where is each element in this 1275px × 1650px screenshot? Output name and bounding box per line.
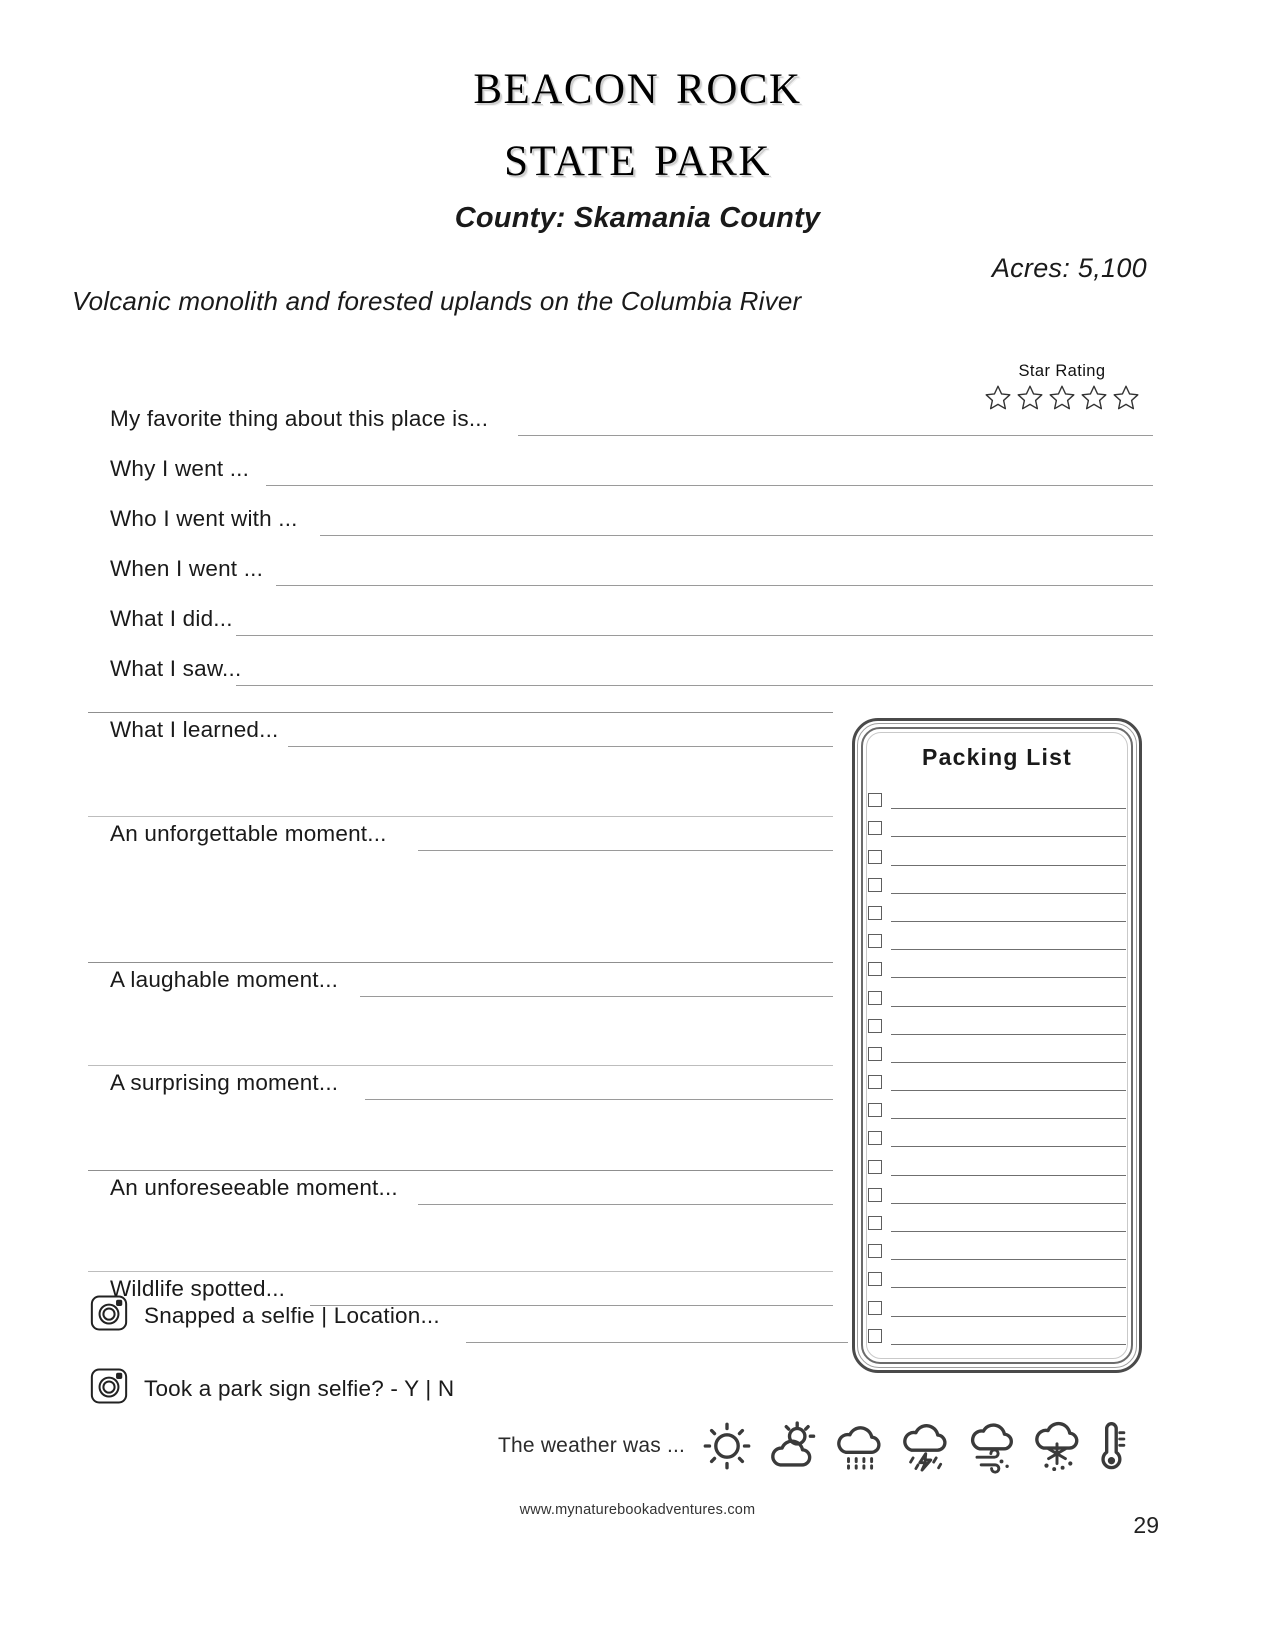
packing-write-line[interactable]	[891, 893, 1126, 894]
packing-checkbox[interactable]	[868, 906, 882, 920]
packing-checkbox[interactable]	[868, 1019, 882, 1033]
prompt-label: An unforeseeable moment...	[110, 1175, 398, 1200]
page-title	[0, 48, 1275, 192]
field-row[interactable]	[88, 542, 1153, 592]
packing-list-item[interactable]	[868, 1093, 1126, 1121]
packing-write-line[interactable]	[891, 977, 1126, 978]
packing-write-line[interactable]	[891, 1259, 1126, 1260]
packing-write-line[interactable]	[891, 836, 1126, 837]
park-tagline: Volcanic monolith and forested uplands on the Columbia River	[72, 285, 802, 316]
packing-checkbox[interactable]	[868, 1216, 882, 1230]
packing-checkbox[interactable]	[868, 1272, 882, 1286]
packing-checkbox[interactable]	[868, 934, 882, 948]
packing-write-line[interactable]	[891, 1118, 1126, 1119]
packing-list-item[interactable]	[868, 1149, 1126, 1177]
journal-fields	[88, 392, 1153, 692]
sun-icon[interactable]	[699, 1418, 755, 1474]
page-title-line-1: beacon rock	[473, 49, 802, 117]
acres-label: Acres: 5,100	[991, 252, 1147, 283]
packing-list-item[interactable]	[868, 1319, 1126, 1347]
packing-write-line[interactable]	[891, 1090, 1126, 1091]
selfie-write-line[interactable]	[466, 1342, 848, 1343]
packing-list-item[interactable]	[868, 868, 1126, 896]
selfie-section	[88, 1286, 848, 1412]
weather-options[interactable]	[699, 1418, 1129, 1474]
field-write-line[interactable]	[236, 635, 1153, 636]
packing-checkbox[interactable]	[868, 1244, 882, 1258]
prompt-block[interactable]	[88, 817, 833, 962]
packing-checkbox[interactable]	[868, 1160, 882, 1174]
selfie-row[interactable]	[88, 1365, 848, 1412]
star-rating-label: Star Rating	[1018, 362, 1106, 380]
prompt-label: An unforgettable moment...	[110, 821, 387, 846]
field-write-line[interactable]	[320, 535, 1153, 536]
packing-write-line[interactable]	[891, 1231, 1126, 1232]
packing-list-item[interactable]	[868, 1290, 1126, 1318]
packing-list-item[interactable]	[868, 1037, 1126, 1065]
field-write-line[interactable]	[236, 685, 1153, 686]
page-number: 29	[1133, 1512, 1159, 1538]
packing-write-line[interactable]	[891, 1034, 1126, 1035]
page-header	[0, 0, 1275, 235]
packing-write-line[interactable]	[891, 1203, 1126, 1204]
prompt-label: What I learned...	[110, 717, 279, 742]
packing-checkbox[interactable]	[868, 1047, 882, 1061]
packing-checkbox[interactable]	[868, 1131, 882, 1145]
weather-section	[498, 1418, 1129, 1474]
packing-write-line[interactable]	[891, 1175, 1126, 1176]
prompt-write-line[interactable]	[288, 746, 833, 747]
field-label: My favorite thing about this place is...	[110, 406, 489, 431]
prompt-label: A laughable moment...	[110, 967, 339, 992]
packing-checkbox[interactable]	[868, 1188, 882, 1202]
packing-checkbox[interactable]	[868, 793, 882, 807]
packing-write-line[interactable]	[891, 1316, 1126, 1317]
field-write-line[interactable]	[276, 585, 1153, 586]
prompt-write-line[interactable]	[418, 850, 833, 851]
field-label: What I did...	[110, 606, 233, 631]
field-row[interactable]	[88, 592, 1153, 642]
packing-list-panel	[852, 718, 1142, 1373]
field-write-line[interactable]	[266, 485, 1153, 486]
packing-checkbox[interactable]	[868, 1301, 882, 1315]
field-write-line[interactable]	[518, 435, 1153, 436]
packing-checkbox[interactable]	[868, 1103, 882, 1117]
weather-label: The weather was ...	[498, 1434, 686, 1457]
field-row[interactable]	[88, 492, 1153, 542]
packing-list-item[interactable]	[868, 896, 1126, 924]
packing-list-item[interactable]	[868, 839, 1126, 867]
packing-write-line[interactable]	[891, 865, 1126, 866]
prompt-write-line[interactable]	[360, 996, 833, 997]
wind-cloud-icon[interactable]	[963, 1418, 1019, 1474]
packing-list-item[interactable]	[868, 1121, 1126, 1149]
rain-cloud-icon[interactable]	[831, 1418, 887, 1474]
sun-cloud-icon[interactable]	[765, 1418, 821, 1474]
packing-checkbox[interactable]	[868, 1075, 882, 1089]
field-label: When I went ...	[110, 556, 264, 581]
thunderstorm-icon[interactable]	[897, 1418, 953, 1474]
selfie-row[interactable]	[88, 1292, 848, 1339]
camera-icon	[88, 1365, 130, 1412]
prompt-label: A surprising moment...	[110, 1070, 339, 1095]
packing-checkbox[interactable]	[868, 878, 882, 892]
packing-write-line[interactable]	[891, 808, 1126, 809]
packing-list-item[interactable]	[868, 1262, 1126, 1290]
camera-icon	[88, 1292, 130, 1339]
snow-cloud-icon[interactable]	[1029, 1418, 1085, 1474]
prompt-write-line[interactable]	[365, 1099, 833, 1100]
packing-checkbox[interactable]	[868, 850, 882, 864]
packing-checkbox[interactable]	[868, 962, 882, 976]
packing-list-item[interactable]	[868, 1065, 1126, 1093]
selfie-label: Took a park sign selfie? - Y | N	[144, 1375, 455, 1401]
field-label: Why I went ...	[110, 456, 250, 481]
field-label: What I saw...	[110, 656, 242, 681]
packing-list-item[interactable]	[868, 1178, 1126, 1206]
packing-write-line[interactable]	[891, 1287, 1126, 1288]
prompt-write-line[interactable]	[418, 1204, 833, 1205]
packing-write-line[interactable]	[891, 949, 1126, 950]
packing-list-item[interactable]	[868, 1009, 1126, 1037]
packing-checkbox[interactable]	[868, 821, 882, 835]
packing-checkbox[interactable]	[868, 991, 882, 1005]
packing-list-item[interactable]	[868, 1234, 1126, 1262]
packing-write-line[interactable]	[891, 1006, 1126, 1007]
packing-write-line[interactable]	[891, 921, 1126, 922]
field-label: Who I went with ...	[110, 506, 298, 531]
packing-list-title: Packing List	[922, 744, 1072, 770]
packing-checkbox[interactable]	[868, 1329, 882, 1343]
field-row[interactable]	[88, 642, 1153, 692]
county-subtitle: County: Skamania County	[454, 201, 821, 234]
prompt-block[interactable]	[88, 1066, 833, 1170]
thermometer-icon[interactable]	[1095, 1418, 1129, 1474]
page-title-line-2: state park	[504, 120, 771, 189]
footer-url: www.mynaturebookadventures.com	[519, 1502, 756, 1518]
packing-list-item[interactable]	[868, 924, 1126, 952]
selfie-label: Snapped a selfie | Location...	[144, 1302, 440, 1328]
field-row[interactable]	[88, 442, 1153, 492]
prompt-block[interactable]	[88, 713, 833, 816]
prompt-block[interactable]	[88, 1171, 833, 1271]
packing-write-line[interactable]	[891, 1062, 1126, 1063]
packing-write-line[interactable]	[891, 1146, 1126, 1147]
packing-list-rows	[868, 783, 1126, 1347]
packing-list-item[interactable]	[868, 1206, 1126, 1234]
prompt-label: Wildlife spotted...	[110, 1276, 286, 1301]
packing-list-item[interactable]	[868, 980, 1126, 1008]
prompt-block[interactable]	[88, 963, 833, 1065]
field-row[interactable]	[88, 392, 1153, 442]
packing-list-item[interactable]	[868, 952, 1126, 980]
journal-prompts	[88, 712, 833, 1324]
packing-list-item[interactable]	[868, 783, 1126, 811]
packing-write-line[interactable]	[891, 1344, 1126, 1345]
packing-list-item[interactable]	[868, 811, 1126, 839]
